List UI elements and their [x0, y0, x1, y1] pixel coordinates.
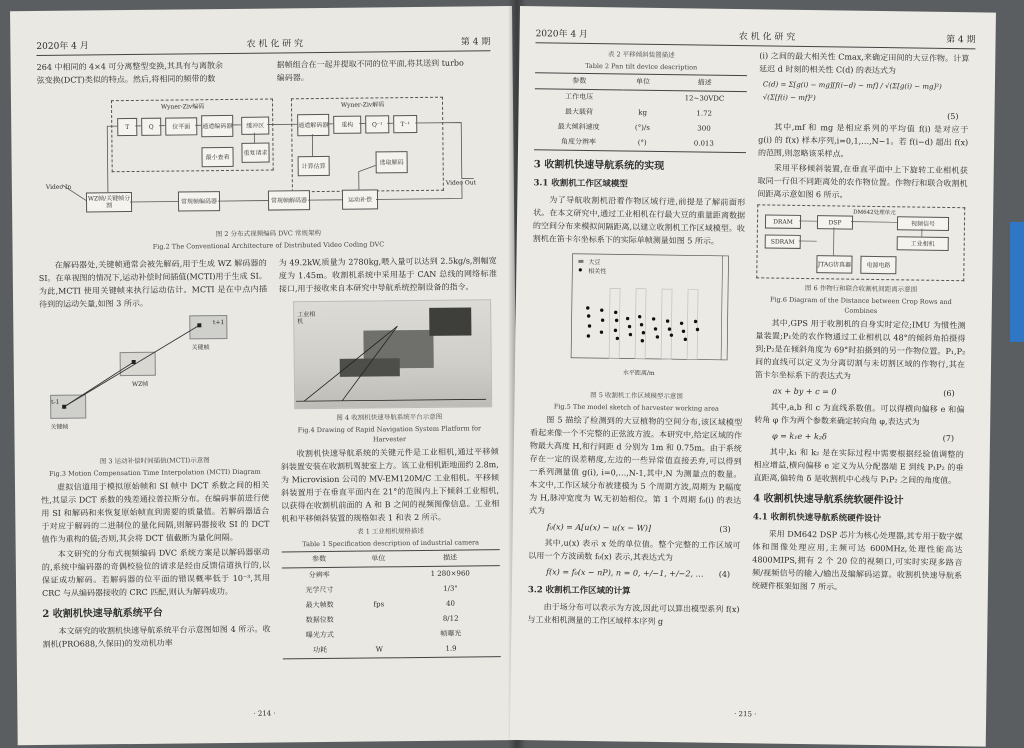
- table-cell: 0.013: [661, 136, 746, 153]
- figure-3-lines: [39, 313, 268, 455]
- right-page-number: · 215 ·: [734, 710, 757, 719]
- camera-label: 工业相机: [297, 311, 316, 326]
- equation-3: [529, 520, 741, 536]
- equation-4-body: f(x) = f₀(x − nP), n = 0, +/−1, +/−2, …: [546, 567, 704, 579]
- repeat-request-box: 重复请求: [241, 143, 269, 163]
- table-cell: 分辨率: [308, 570, 330, 580]
- equation-7-number: (7): [942, 433, 955, 444]
- table-cell: kg: [638, 108, 648, 117]
- dram-box: DRAM: [765, 214, 801, 229]
- paragraph: 为了导航收割机沿着作物区域行进,前提是了解前面形状。在本文研究中,通过工业相机在行最大豆的重量距离数据的空间分布来模拟间隔距离,以建立收割机工作区域模型。收割机在笛卡尔坐标系下的实际单帧测量如图 5 所示。: [532, 195, 746, 246]
- left-header-issue: 第 4 期: [460, 37, 491, 48]
- left-running-header: [36, 36, 490, 56]
- right-page: [510, 6, 996, 747]
- left-intro-col1: [37, 59, 265, 87]
- table-cell: 1/3": [443, 584, 458, 593]
- intro-line: 据帧组合在一起并提取不同的位平面,将其送到 turbo: [276, 58, 464, 70]
- table-cell: 最大载荷: [564, 107, 593, 117]
- right-column-2: [752, 49, 970, 597]
- estimate-box: 计算估算: [298, 156, 330, 176]
- right-column-1: [527, 46, 747, 631]
- paragraph: 采用平移倾斜装置,在垂直平面中上下旋转工业相机获取同一行但不同距离处的农作物位置。作物行和联合收割机间距离示意如图 6 所示。: [757, 163, 968, 200]
- paragraph: 收割机快速导航系统的关键元件是工业相机,通过平移倾斜装置安装在收割机驾驶室上方。该工业相机距地面约 2.8m,为 Microvision 公司的 MV-EM120M/C 工业相机。平移倾斜装置用于在垂直平面内在 21°的范围内上下倾斜工业相机,以获得在收割机前面的 A 和 B 之间的视频图像信息。工业相机和平移倾斜装置的规格如表 1 和表 2 所示。: [280, 447, 500, 524]
- paragraph: 本文研究的分布式视频编码 DVC 系统方案是以解码器驱动的,系统中编码器的奇偶校验位的请求是经由反馈信道执行的,以保证成功解码。若解码器的位平面的错误概率低于 10⁻³,其用 CRC 与从编码器接收的 CRC 匹配,则认为解码成功。: [41, 547, 271, 598]
- buffer-box: 缓冲区: [241, 117, 269, 135]
- left-intro-col2: [277, 56, 491, 84]
- table-cell: 最大倾斜速度: [557, 122, 600, 132]
- video-in-label: Video In: [45, 183, 72, 191]
- table-cell: 8/12: [442, 614, 459, 623]
- section-heading: 2 收割机快速导航系统平台: [42, 607, 163, 620]
- paragraph: (i) 之间的最大相关性 Cmax,来确定田间的大豆作物。计算延迟 d 时刻的相关性 C(d) 的表达式为: [759, 51, 970, 76]
- intro-line: 弦变换(DCT)类似的特点。然后,将相同的频带的数: [36, 74, 216, 85]
- paragraph: 在解码器处,关键帧通常会被先解码,用于生成 WZ 解码器的 SI。在单视图的情况下,运动补偿时间插值(MCTI)用于生成 SI。为此,MCTI 使用关键帧来执行运动估计。MCTI 是在中点内插待到的运动矢量,如图 3 所示。: [38, 258, 267, 309]
- table-1: [282, 549, 501, 659]
- figure-5-plot: [531, 247, 745, 390]
- table-cell: [357, 612, 401, 627]
- table-cell: 40: [446, 599, 456, 608]
- subsection-heading: 3.1 收割机工作区域模型: [533, 178, 628, 190]
- select-decode-box: 选取解码: [376, 151, 408, 173]
- table1-header: 单位: [356, 551, 400, 567]
- equation-3-number: (3): [719, 524, 731, 534]
- legend-correlation: 相关性: [588, 267, 607, 276]
- left-column-1: [39, 257, 271, 653]
- right-header-date: 2020年 4 月: [535, 29, 589, 40]
- table1-header: 描述: [400, 550, 500, 567]
- table-row: [283, 641, 501, 659]
- x-axis-label: 水平距离/m: [622, 369, 655, 377]
- paragraph: 其中,GPS 用于收割机的自身实时定位;IMU 为惯性测量装置;P₁处的农作物通过工业相机以 48°的倾斜角拍摄得到;P₂是在倾斜角度为 69°时拍摄到的另一作物位置。P₁,P₂间的直线可以定义为分离切割与未切割区域的作物行,其在笛卡尔坐标系下的表达式为: [754, 318, 966, 381]
- transform-box: T: [117, 118, 137, 136]
- figure-6-connectors: [756, 204, 963, 279]
- right-header-issue: 第 4 期: [946, 34, 976, 46]
- paragraph: 由于场分布可以表示为方波,因此可以算出模型系列 f(x) 与工业相机测量的工作区域样本序列 g: [527, 602, 740, 627]
- fig6-caption-en: Fig.6 Diagram of the Distance between Crop Rows and Combines: [769, 295, 952, 316]
- figure-4-photo: [279, 299, 498, 411]
- left-page: [10, 6, 520, 745]
- table2-title-cn: 表 2 平移倾斜装置描述: [607, 50, 675, 60]
- section-heading: 4 收割机快速导航系统软硬件设计: [753, 493, 904, 507]
- paragraph: 其中,k₁ 和 k₂ 是在实际过程中需要根据经验值调整的相应增益,横向偏移 e 定义为从分配器端 E 到线 P₁P₂ 的垂直距离,偏转角 δ 是收割机中心线与 P₁P₂ 之间的角度值。: [753, 447, 964, 486]
- table-cell: fps: [373, 600, 385, 609]
- table-cell: [357, 582, 401, 597]
- table-cell: W: [357, 642, 401, 658]
- subsection-heading: 4.1 收割机快速导航系统硬件设计: [752, 512, 882, 525]
- equation-6-body: ax + by + c = 0: [772, 386, 837, 397]
- table-cell: [357, 627, 401, 642]
- key-frame-label-2: 关键帧: [50, 423, 69, 431]
- equation-7-body: φ = k₁e + k₂δ: [771, 431, 827, 442]
- motion-compensation-box: 运动补偿: [342, 189, 378, 209]
- wz-decoder-label: Wyner-Ziv解码: [340, 101, 385, 109]
- conventional-encoder-box: 常规帧编码器: [178, 191, 220, 211]
- fig5-caption-cn: 图 5 收割机工作区域模型示意图: [590, 391, 684, 401]
- table-cell: 最大帧数: [305, 600, 334, 610]
- figure-3-diagram: [39, 313, 268, 455]
- table-cell: [623, 90, 662, 106]
- left-column-2: [279, 254, 501, 659]
- paragraph: 虚拟信道用于模拟原始帧和 SI 帧中 DCT 系数之间的相关性,其显示 DCT 系数的残差通拉普拉斯分布。在编码事前进行使用 SI 和解码和来恢复原始帧直到需要的质量值。若解码器适合于对应于解码的二进制位的量化间隔,则解码器接收 SI 的 DCT 值作为重构的值;否则,其会将 DCT 值截断为量化间隔。: [41, 480, 270, 544]
- reconstruct-box: 重构: [333, 116, 361, 134]
- min-view-box: 最小查看: [201, 147, 233, 167]
- table-cell: 数据位数: [305, 615, 334, 625]
- table1-title-en: Table 1 Specification description of industrial camera: [302, 538, 480, 549]
- industrial-camera-box: 工业相机: [897, 236, 949, 251]
- blue-edge-tab: [1010, 222, 1024, 342]
- conventional-decoder-box: 常规帧解码器: [268, 190, 310, 210]
- table-cell: 12~30VDC: [684, 94, 725, 103]
- wz-frame-label: WZ帧: [131, 380, 149, 389]
- subsection-heading: 3.2 收割机工作区域的计算: [527, 585, 631, 597]
- intro-line: 264 中相同的 4×4 可分离整型变换,其具有与离散余: [36, 61, 223, 72]
- equation-4: [528, 565, 740, 581]
- table-cell: 工作电压: [565, 92, 594, 102]
- equation-5: [759, 78, 969, 107]
- figure-2-diagram: [41, 88, 492, 225]
- paragraph: 其中,mf 和 mg 是相应系列的平均值 f(i) 是对应于 g(i) 的 f(x) 样本序列,i=0,1,…,N−1。若 f(i−d) 超出 f(x) 的范围,则忽略该采样点。: [757, 122, 969, 159]
- equation-5-number: (5): [947, 111, 959, 122]
- paragraph: 其中,u(x) 表示 x 处的单位值。整个完整的工作区域可以用一个方波函数 f₀(x) 表示,其表达式为: [528, 538, 741, 563]
- table1-title-cn: 表 1 工业相机规格描述: [357, 526, 424, 536]
- fig2-caption-cn: 图 2 分布式视频编码 DVC 常规架构: [215, 229, 321, 239]
- right-header-journal: 农 机 化 研 究: [738, 32, 796, 43]
- table1-header: 参数: [282, 551, 357, 568]
- frame-t-minus-1-label: t-1: [51, 398, 60, 406]
- paragraph: 为 49.2kW,质量为 2780kg,喂入量可以达到 2.5kg/s,割幅宽度为 1.45m。收割机系统中采用基于 CAN 总线的网络标准接口,用于接收来自本研究中导航系统控制设备的指令。: [278, 256, 497, 294]
- channel-decoder-box: 通道解码器: [297, 114, 329, 136]
- table-cell: (°): [623, 135, 662, 151]
- table-cell: 1 280×960: [430, 569, 470, 578]
- wz-encoder-label: Wyner-Ziv编码: [161, 103, 205, 111]
- fig3-caption-en: Fig.3 Motion Compensation Time Interpolation (MCTI) Diagram: [49, 467, 261, 478]
- frame-t1-label: t+1: [212, 319, 225, 327]
- table-cell: 1.72: [696, 109, 713, 118]
- paragraph: 本文研究的收割机快速导航系统平台示意图如图 4 所示。收割机(PRO688,久保田)的发动机功率: [42, 624, 271, 649]
- jtag-box: JTAG仿真器: [816, 255, 852, 274]
- video-signal-box: 视频信号: [897, 216, 949, 231]
- table-row: [534, 134, 746, 152]
- channel-encoder-box: 通道编码器: [201, 115, 233, 137]
- table-cell: 1.9: [401, 641, 501, 658]
- fig4-caption-cn: 图 4 收割机快速导航系统平台示意图: [336, 412, 443, 422]
- table-cell: 功耗: [283, 643, 358, 659]
- equation-4-number: (4): [718, 569, 731, 579]
- paragraph: 图 5 描绘了检测到的大豆植物的空间分布,该区域模型看起来像一个不完整的正弦波方波。本研究中,给定区域的作物最大高度 H,和行间距 d 分别为 1m 和 0.75m。由于系统存在一定的误差精度,左边的一些异常值直接丢弃,可以得到一系列测量值 g(i), i=0,…,N-1,其中,N 为测量点的数量。本文中,工作区域分布被建模为 5 个周期方波,周期为 P,幅度为 H,脉冲宽度为 W,无初始相位。第 1 个周期 f₀(i) 的表达式为: [528, 415, 743, 516]
- left-header-date: 2020年 4 月: [36, 41, 89, 52]
- power-circuit-box: 电源电路: [860, 256, 896, 275]
- equation-7: [754, 429, 964, 445]
- bitplane-box: 位平面: [165, 117, 197, 135]
- dsp-box: DSP: [817, 215, 853, 230]
- left-page-number: · 214 ·: [253, 709, 276, 718]
- quantizer-box: Q: [141, 118, 161, 136]
- dequantizer-box: Q⁻¹: [365, 115, 389, 133]
- fig6-caption-cn: 图 6 作物行和联合收割机间距离示意图: [804, 284, 918, 294]
- equation-6-number: (6): [943, 388, 955, 399]
- paragraph: 其中,a,b 和 c 为直线系数值。可以得横向偏移 e 和偏转角 φ 作为两个参数来确定转向角 φ,表达式为: [754, 402, 965, 427]
- table2-header: 单位: [624, 74, 663, 91]
- soybean-points: [586, 306, 700, 343]
- frame-split-box: WZ帧/关键帧分割: [86, 192, 132, 212]
- equation-6: [755, 384, 965, 400]
- table-cell: [357, 567, 401, 583]
- fig4-caption-en: Fig.4 Drawing of Rapid Navigation System Platform for Harvester: [297, 424, 482, 444]
- section-heading: 3 收割机快速导航系统的实现: [533, 159, 665, 173]
- table-2: [534, 72, 747, 153]
- table-cell: 角度分辨率: [534, 134, 623, 151]
- dm642-label: DM642处理单元: [853, 209, 896, 217]
- video-out-label: Video Out: [445, 179, 477, 187]
- figure-2-connectors: [41, 88, 492, 225]
- inverse-transform-box: T⁻¹: [393, 115, 417, 133]
- intro-line: 编码器。: [276, 73, 309, 83]
- figure-4-rays: [279, 299, 498, 411]
- left-header-journal: 农 机 化 研 究: [246, 39, 304, 50]
- equation-3-body: f₀(x) = A[u(x) − u(x − W)]: [546, 522, 652, 533]
- table2-header: 描述: [662, 74, 747, 91]
- table-cell: 帧曝光: [440, 629, 462, 638]
- table2-title-en: Table 2 Pan tilt device description: [585, 61, 698, 72]
- fig3-caption-cn: 图 3 运动补偿时间插值(MCTI)示意图: [99, 456, 210, 466]
- paragraph: 采用 DM642 DSP 芯片为核心处理器,其专用于数字媒体和图像处理应用,主频可达 600MHz,处理性能高达 4800MIPS,拥有 2 个 20 位的视频口,可实时实现多路音频/视频信号的输入/输出及编解码运算。收割机快速导航系统硬件框架如图 7 所示。: [751, 529, 963, 592]
- table2-header: 参数: [535, 73, 624, 90]
- figure-6-diagram: [756, 204, 967, 283]
- key-frame-label-1: 关键帧: [191, 344, 210, 352]
- table-cell: 光学尺寸: [305, 585, 334, 595]
- equation-5-body: C(d) = Σ[g(i) − mg][f(i−d) − mf] / √(Σ[g(i) − mg]²) √(Σ[f(i) − mf]²): [762, 80, 942, 103]
- table-cell: (°)/s: [634, 123, 650, 132]
- fig5-caption-en: Fig.5 The model sketch of harvester working area: [553, 402, 719, 413]
- table-cell: 曝光方式: [305, 630, 334, 640]
- legend-soybean: 大豆: [588, 258, 601, 267]
- table-cell: 300: [697, 124, 711, 133]
- sdram-box: SDRAM: [765, 234, 801, 249]
- figure-5-svg: [531, 247, 745, 382]
- fig2-caption-en: Fig.2 The Conventional Architecture of Distributed Video Coding DVC: [152, 240, 385, 251]
